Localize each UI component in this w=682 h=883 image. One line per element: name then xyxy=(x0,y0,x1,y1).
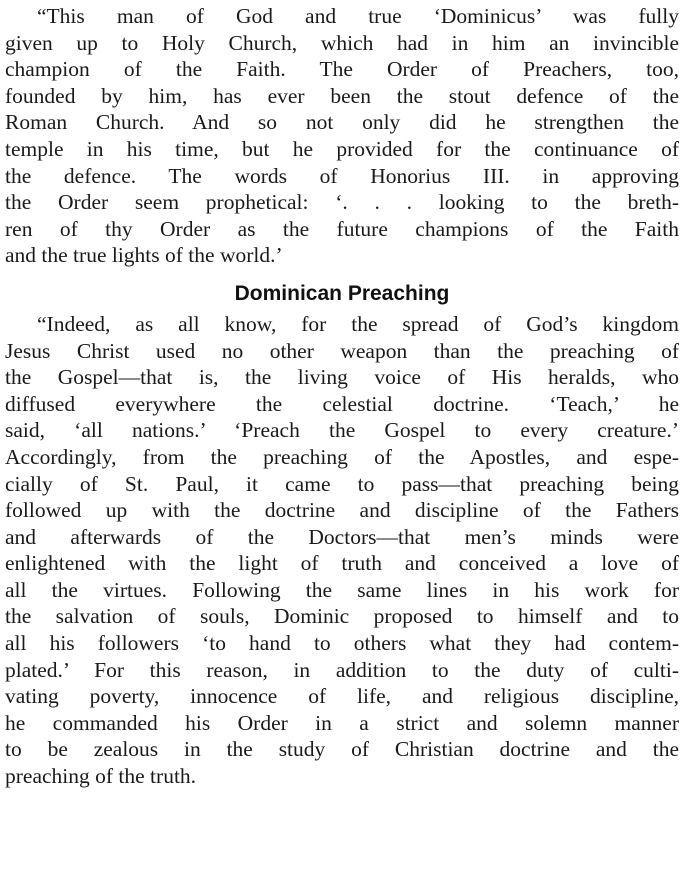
text-line: ren of thy Order as the future champions of the Faith xyxy=(5,216,679,241)
text-line: “This man of God and true ‘Dominicus’ was fully xyxy=(37,4,679,28)
text-line: the salvation of souls, Dominic proposed to himself and to xyxy=(5,604,679,629)
text-line: followed up with the doctrine and discipline of the Fathers xyxy=(5,498,679,523)
text-line: vating poverty, innocence of life, and religious discipline, xyxy=(5,684,679,709)
text-line: all the virtues. Following the same lines in his work for xyxy=(5,577,679,602)
text-line: founded by him, has ever been the stout defence of the xyxy=(5,83,679,108)
text-line: plated.’ For this reason, in addition to the duty of culti- xyxy=(5,657,679,682)
text-line: and afterwards of the Doctors—that men’s minds were xyxy=(5,524,679,549)
text-line: Roman Church. And so not only did he strengthen the xyxy=(5,110,679,135)
text-line: “Indeed, as all know, for the spread of God’s kingdom xyxy=(37,311,679,336)
text-line: said, ‘all nations.’ ‘Preach the Gospel to every creature.’ xyxy=(5,418,679,443)
text-line: diffused everywhere the celestial doctrine. ‘Teach,’ he xyxy=(5,391,679,416)
text-line: champion of the Faith. The Order of Preachers, too, xyxy=(5,57,679,82)
document-page xyxy=(5,0,679,883)
text-line: cially of St. Paul, it came to pass—that preaching being xyxy=(5,471,679,496)
text-line: enlightened with the light of truth and conceived a love of xyxy=(5,551,679,576)
section-heading: Dominican Preaching xyxy=(234,281,450,305)
text-line: Jesus Christ used no other weapon than the preaching of xyxy=(5,338,679,363)
text-line: all his followers ‘to hand to others what they had contem- xyxy=(5,631,679,656)
text-line: he commanded his Order in a strict and solemn manner xyxy=(5,710,679,735)
paragraph-honorius-quote xyxy=(5,0,679,269)
text-line: temple in his time, but he provided for the continuance of xyxy=(5,136,679,161)
text-line: given up to Holy Church, which had in him an invincible xyxy=(5,30,679,55)
text-line: preaching of the truth. xyxy=(5,764,197,789)
text-line: to be zealous in the study of Christian doctrine and the xyxy=(5,737,679,762)
text-line: and the true lights of the world.’ xyxy=(5,243,283,268)
paragraph-dominican-preaching xyxy=(5,311,679,790)
text-line: the Order seem prophetical: ‘. . . looking to the breth- xyxy=(5,190,679,215)
text-line: the Gospel—that is, the living voice of His heralds, who xyxy=(5,365,679,390)
text-line: Accordingly, from the preaching of the Apostles, and espe- xyxy=(5,444,679,469)
text-line: the defence. The words of Honorius III. in approving xyxy=(5,163,679,188)
